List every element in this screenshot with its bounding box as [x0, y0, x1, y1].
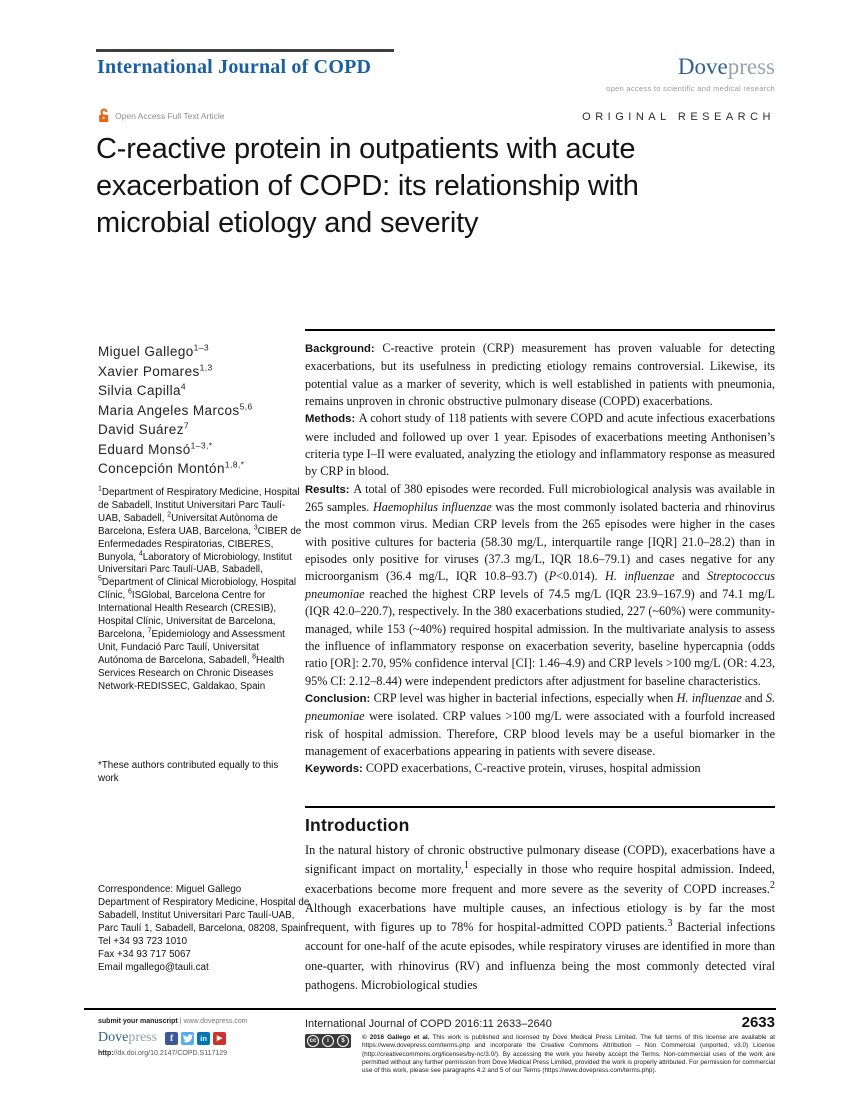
author-list [98, 342, 253, 479]
social-icons [165, 1032, 226, 1045]
abstract-bottom-rule [305, 806, 775, 808]
twitter-icon[interactable] [181, 1032, 194, 1045]
cc-icon: cc i $ [305, 1034, 351, 1048]
footer-logo-row [98, 1030, 226, 1046]
page-number: 2633 [741, 1014, 775, 1031]
footer-citation: International Journal of COPD 2016:11 2633–2640 [305, 1018, 552, 1030]
correspondence-email[interactable]: Email mgallego@tauli.cat [98, 962, 209, 973]
cc-badges [305, 1034, 357, 1075]
facebook-icon[interactable]: f [165, 1032, 178, 1045]
correspondence-tel: Tel +34 93 723 1010 [98, 936, 188, 947]
journal-name: International Journal of COPD [97, 56, 372, 78]
author-2: Xavier Pomares$^{1,3}$ [98, 362, 213, 379]
footer-rule [84, 1008, 776, 1010]
cc-by-icon: i [322, 1035, 334, 1047]
license-text: © 2016 Gallego et al. This work is published and licensed by Dove Medical Press Limited. The full terms of this license are available at https://www.dovepress.com/terms.php and incorporate the Creative Commons Attribution – Non Commercial (unported, v3.0) License (http://creativecommons.org/licenses/by-nc/3.0/). By accessing the work you hereby accept the Terms. Non-commercial uses of the work are permitted without any further permission from Dove Medical Press Limited, provided the work is properly attributed. For permission for commercial use of this work, please see paragraphs 4.2 and 5 of our Terms (https://www.dovepress.com/terms.php). [362, 1034, 775, 1075]
abstract-results: Results: A total of 380 episodes were recorded. Full microbiological analysis was available in 265 samples. Haemophilus influenzae was the most commonly isolated bacteria and rhinovirus the most common virus. Median CRP levels from the 265 episodes were higher in the cases with positive cultures for bacteria (58.30 mg/L, interquartile range [IQR] 21.0–28.2) than in episodes only positive for viruses (37.3 mg/L, IQR 18.6–79.1) and cases negative for any microorganism (36.4 mg/L, IQR 10.8–93.7) (P<0.014). H. influenzae and Streptococcus pneumoniae reached the highest CRP levels of 74.5 mg/L (IQR 23.9–167.9) and 74.1 mg/L (IQR 42.0–220.7), respectively. In the 380 exacerbations studied, 227 (~60%) were community-managed, while 153 (~40%) required hospital admission. In the multivariate analysis to assess the influence of inflammatory response on exacerbation severity, baseline hypercapnia (odds ratio [OR]: 2.70, 95% confidence interval [CI]: 1.46–4.9) and CRP levels >100 mg/L (OR: 4.23, 95% CI: 2.12–8.44) were independent predictors after adjustment for baseline characteristics. [305, 481, 776, 688]
publisher-logo [678, 54, 775, 80]
contribution-note: *These authors contributed equally to this work [98, 760, 279, 784]
license-row [305, 1034, 775, 1075]
correspondence-block [98, 883, 312, 974]
open-access-lock-icon [97, 108, 110, 123]
author-4: Maria Angeles Marcos$^{5,6}$ [98, 401, 253, 418]
cc-nc-icon: $ [337, 1035, 349, 1047]
abstract-top-rule [305, 329, 775, 331]
author-7: Concepción Montón$^{1,8,*}$ [98, 459, 245, 476]
open-access-label: Open Access Full Text Article [115, 110, 225, 121]
correspondence-name: Correspondence: Miguel Gallego [98, 884, 242, 895]
header-rule [96, 49, 394, 52]
open-access-row [97, 108, 224, 123]
youtube-icon[interactable]: ▶ [213, 1032, 226, 1045]
affiliations: $^1$Department of Respiratory Medicine, Hospital de Sabadell, Institut Universitari Parc Taulí-UAB, Sabadell, $^2$Universitat Autònoma de Barcelona, Esfera UAB, Barcelona, $^3$CIBER de Enfermedades Respiratorias, CIBERES, Bunyola, $^4$Laboratory of Microbiology, Institut Universitari Parc Taulí-UAB, Sabadell, $^5$Department of Clinical Microbiology, Hospital Clínic, $^6$ISGlobal, Barcelona Centre for International Health Research (CRESIB), Hospital Clínic, Universitat de Barcelona, Barcelona, $^7$Epidemiology and Assessment Unit, Fundació Parc Taulí, Universitat Autónoma de Barcelona, Sabadell, $^8$Health Services Research on Chronic Diseases Network-REDISSEC, Galdakao, Spain [98, 485, 302, 692]
submit-manuscript-link[interactable]: submit your manuscript | www.dovepress.com [98, 1018, 248, 1025]
correspondence-fax: Fax +34 93 717 5067 [98, 949, 191, 960]
author-1: Miguel Gallego$^{1-3}$ [98, 342, 210, 359]
article-title: C-reactive protein in outpatients with acute exacerbation of COPD: its relationship with microbial etiology and severity [96, 133, 639, 239]
footer-dovepress-logo[interactable]: Dovepress [98, 1030, 158, 1045]
author-5: David Suárez$^7$ [98, 420, 189, 437]
introduction-heading: Introduction [305, 815, 410, 835]
introduction-paragraph: In the natural history of chronic obstructive pulmonary disease (COPD), exacerbations have a significant impact on mortality,$^1$ especially in those who require hospital admission. Indeed, exacerbations become more frequent and more severe as the severity of COPD increases.$^2$ Although exacerbations have multiple causes, an infectious etiology is by far the most frequent, with figures up to 78% for hospital-admitted COPD patients.$^3$ Bacterial infections account for one-half of the acute episodes, while respiratory viruses are identified in more than one-quarter, with rhinovirus (RV) and influenza being the most commonly detected viral pathogens. Microbiological studies [305, 843, 775, 992]
author-6: Eduard Monsó$^{1-3,*}$ [98, 440, 213, 457]
abstract-conclusion: Conclusion: CRP level was higher in bacterial infections, especially when H. influenzae and S. pneumoniae were isolated. CRP values >100 mg/L were associated with a fourfold increased risk of hospital admission. Therefore, CRP blood levels may be a useful biomarker in the management of exacerbations appearing in patients with severe disease. [305, 690, 775, 758]
publisher-logo-press: press [727, 54, 775, 79]
publisher-tagline: open access to scientific and medical research [606, 84, 775, 93]
doi-link[interactable]: http://dx.doi.org/10.2147/COPD.S117129 [98, 1050, 228, 1057]
article-type-label: ORIGINAL RESEARCH [582, 111, 775, 123]
abstract-keywords: Keywords: COPD exacerbations, C-reactive protein, viruses, hospital admission [305, 761, 701, 776]
author-3: Silvia Capilla$^4$ [98, 381, 187, 398]
linkedin-icon[interactable]: in [197, 1032, 210, 1045]
abstract-background: Background: C-reactive protein (CRP) measurement has proven valuable for detecting exacerbations, but its usefulness in predicting etiology remains controversial. Likewise, its potential value as a marker of severity, which is well established in patients with pneumonia, remains unproven in chronic obstructive pulmonary disease (COPD) exacerbations. [305, 341, 775, 409]
abstract-methods: Methods: A cohort study of 118 patients with severe COPD and acute infectious exacerbations were included and followed up over 1 year. Episodes of exacerbations meeting Anthonisen’s criteria type I–II were evaluated, analyzing the etiology and inflammatory response as measured by CRP in blood. [305, 411, 775, 479]
publisher-logo-dove: Dove [677, 54, 728, 79]
abstract [305, 340, 775, 779]
correspondence-address: Department of Respiratory Medicine, Hospital de Sabadell, Institut Universitari Parc Taulí-UAB, Parc Taulí 1, Sabadell, Barcelona, 08208, Spain [98, 897, 310, 934]
